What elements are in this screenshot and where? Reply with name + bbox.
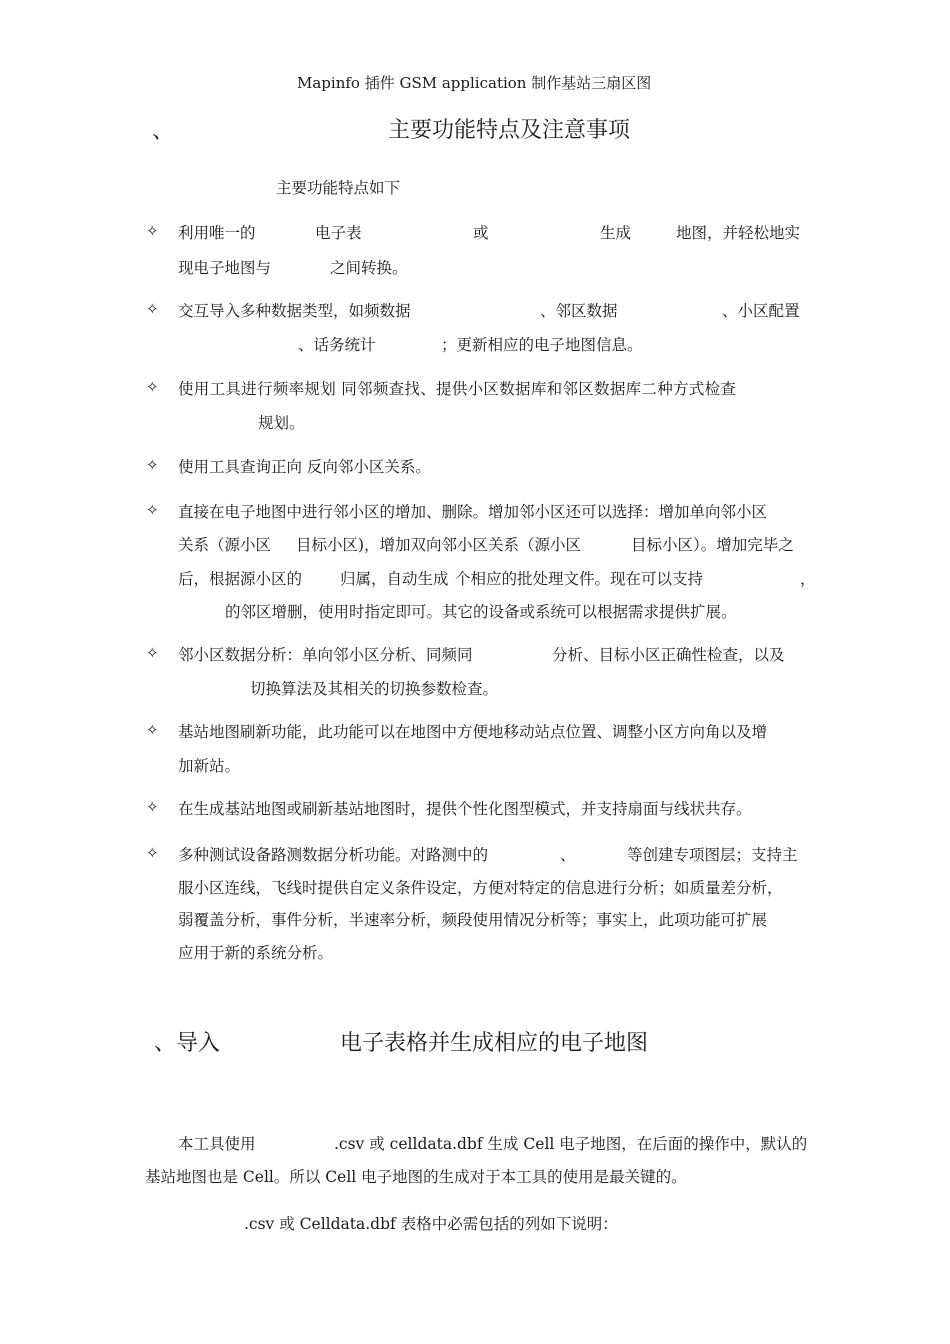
- item-text: ，: [800, 570, 816, 588]
- section1-heading: 主要功能特点及注意事项: [388, 118, 631, 143]
- item-text: 后，根据源小区的: [178, 570, 303, 588]
- item-text: 、小区配置: [722, 302, 800, 320]
- item-text: 电子表: [315, 224, 362, 242]
- section2-heading: 电子表格并生成相应的电子地图: [340, 1031, 649, 1056]
- item-text: 目标小区)，增加双向邻小区关系（源小区: [296, 536, 582, 554]
- paragraph-text: .csv 或 Celldata.dbf 表格中必需包括的列如下说明：: [244, 1215, 618, 1233]
- item-text: 、话务统计: [298, 336, 376, 354]
- item-text: 应用于新的系统分析。: [178, 944, 334, 962]
- item-text: 基站地图刷新功能，此功能可以在地图中方便地移动站点位置、调整小区方向角以及增: [178, 723, 768, 741]
- item-text: 分析、目标小区正确性检查，以及: [552, 646, 785, 664]
- item-text: 服小区连线，飞线时提供自定义条件设定，方便对特定的信息进行分析；如质量差分析，: [178, 879, 783, 897]
- bullet-icon: ✧: [146, 501, 159, 519]
- paragraph-text: .csv 或 celldata.dbf 生成 Cell 电子地图，在后面的操作中，默认的: [334, 1135, 808, 1153]
- item-text: 、邻区数据: [540, 302, 618, 320]
- item-text: 个相应的批处理文件。现在可以支持: [455, 570, 704, 588]
- item-text: 现电子地图与: [178, 259, 272, 277]
- item-text: ；更新相应的电子地图信息。: [441, 336, 643, 354]
- item-text: 交互导入多种数据类型，如频数据: [178, 302, 411, 320]
- paragraph-text: 本工具使用: [178, 1135, 256, 1153]
- section1-intro: 主要功能特点如下: [276, 179, 401, 197]
- document-title: Mapinfo 插件 GSM application 制作基站三扇区图: [297, 74, 652, 92]
- item-text: 的邻区增删，使用时指定即可。其它的设备或系统可以根据需求提供扩展。: [225, 603, 737, 621]
- paragraph-text: 基站地图也是 Cell。所以 Cell 电子地图的生成对于本工具的使用是最关键的。: [145, 1168, 687, 1186]
- bullet-icon: ✧: [146, 798, 159, 816]
- bullet-icon: ✧: [146, 721, 159, 739]
- item-text: 归属，自动生成: [340, 570, 449, 588]
- section2-prefix: 、导入: [154, 1031, 221, 1056]
- item-text: 切换算法及其相关的切换参数检查。: [250, 680, 499, 698]
- item-text: 规划。: [258, 414, 305, 432]
- item-text: 生成: [600, 224, 632, 242]
- item-text: 目标小区）。增加完毕之: [631, 536, 794, 554]
- item-text: 多种测试设备路测数据分析功能。对路测中的: [178, 846, 489, 864]
- bullet-icon: ✧: [146, 222, 159, 240]
- item-text: 等创建专项图层；支持主: [627, 846, 798, 864]
- bullet-icon: ✧: [146, 844, 159, 862]
- item-text: 或: [473, 224, 489, 242]
- item-text: 使用工具查询正向 反向邻小区关系。: [178, 458, 431, 476]
- bullet-icon: ✧: [146, 644, 159, 662]
- bullet-icon: ✧: [146, 456, 159, 474]
- item-text: 使用工具进行频率规划 同邻频查找、提供小区数据库和邻区数据库二种方式检查: [178, 380, 737, 398]
- item-text: 加新站。: [178, 757, 241, 775]
- bullet-icon: ✧: [146, 378, 159, 396]
- item-text: 关系（源小区: [178, 536, 272, 554]
- bullet-icon: ✧: [146, 300, 159, 318]
- item-text: 在生成基站地图或刷新基站地图时，提供个性化图型模式，并支持扇面与线状共存。: [178, 800, 752, 818]
- item-text: 利用唯一的: [178, 224, 256, 242]
- item-text: 弱覆盖分析，事件分析，半速率分析，频段使用情况分析等；事实上，此项功能可扩展: [178, 911, 768, 929]
- item-text: 直接在电子地图中进行邻小区的增加、删除。增加邻小区还可以选择：增加单向邻小区: [178, 503, 768, 521]
- item-text: 地图，并轻松地实: [676, 224, 801, 242]
- item-text: 之间转换。: [330, 259, 408, 277]
- item-text: 邻小区数据分析：单向邻小区分析、同频同: [178, 646, 473, 664]
- item-text: 、: [560, 846, 576, 864]
- section1-prefix: 、: [152, 119, 175, 144]
